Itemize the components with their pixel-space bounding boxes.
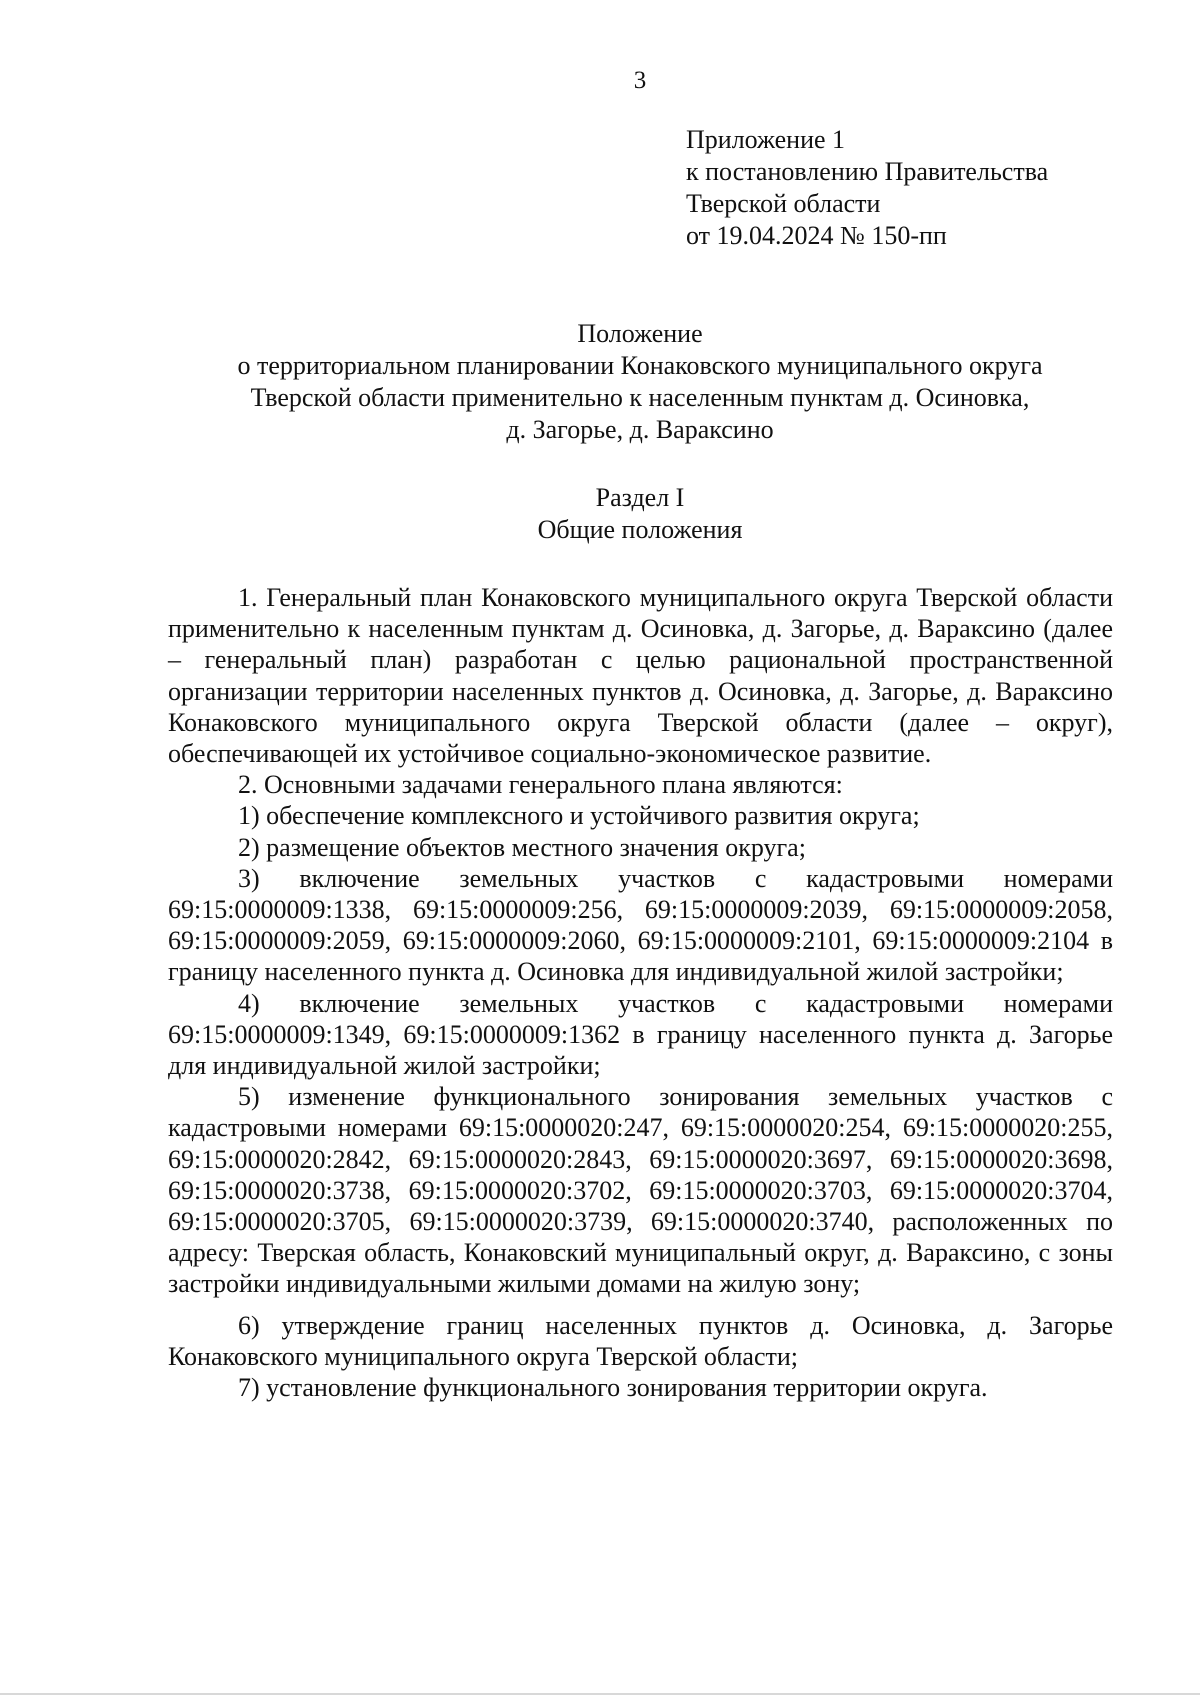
title-line: Положение <box>577 319 703 348</box>
paragraph: 2. Основными задачами генерального плана являются: <box>238 770 843 800</box>
title-line: д. Загорье, д. Вараксино <box>506 415 774 444</box>
appendix-line: Приложение 1 <box>686 125 846 154</box>
paragraph: 5) изменение функционального зонирования земельных участков с кадастровыми номерами 69:15:0000020:247, 69:15:0000020:254, 69:15:0000020:255, 69:15:0000020:2842, 69:15:0000020:2843, 69:15:0000020:3697, 69:15:0000020:3698, 69:15:0000020:3738, 69:15:0000020:3702, 69:15:0000020:3703, 69:15:0000020:3704, 69:15:0000020:3705, 69:15:0000020:3739, 69:15:0000020:3740, расположенных по адресу: Тверская область, Конаковский муниципальный округ, д. Вараксино, с зоны застройки индивидуальными жилыми домами на жилую зону; <box>168 1082 1113 1299</box>
section-number: Раздел I <box>595 483 685 512</box>
paragraph: 1) обеспечение комплексного и устойчивого развития округа; <box>238 801 920 831</box>
paragraph: 3) включение земельных участков с кадастровыми номерами 69:15:0000009:1338, 69:15:0000009:256, 69:15:0000009:2039, 69:15:0000009:2058, 69:15:0000009:2059, 69:15:0000009:2060, 69:15:0000009:2101, 69:15:0000009:2104 в границу населенного пункта д. Осиновка для индивидуальной жилой застройки; <box>168 863 1113 987</box>
appendix-line: Тверской области <box>686 189 881 218</box>
title-line: Тверской области применительно к населенным пунктам д. Осиновка, <box>250 383 1030 412</box>
appendix-line: от 19.04.2024 № 150-пп <box>686 221 947 250</box>
body-text <box>168 582 1113 1403</box>
section-heading <box>140 482 1140 546</box>
paragraph: 4) включение земельных участков с кадастровыми номерами 69:15:0000009:1349, 69:15:0000009:1362 в границу населенного пункта д. Загорье для индивидуальной жилой застройки; <box>168 988 1113 1081</box>
appendix-line: к постановлению Правительства <box>686 157 1049 186</box>
paragraph: 2) размещение объектов местного значения округа; <box>238 832 806 862</box>
document-title <box>140 318 1140 446</box>
paragraph: 6) утверждение границ населенных пунктов д. Осиновка, д. Загорье Конаковского муниципального округа Тверской области; <box>168 1310 1113 1371</box>
section-name: Общие положения <box>537 515 743 544</box>
page-number: 3 <box>633 67 647 94</box>
paragraph: 7) установление функционального зонирования территории округа. <box>238 1373 988 1403</box>
paragraph: 1. Генеральный план Конаковского муниципального округа Тверской области применительно к населенным пунктам д. Осиновка, д. Загорье, д. Вараксино (далее – генеральный план) разработан с целью рациональной пространственной организации территории населенных пунктов д. Осиновка, д. Загорье, д. Вараксино Конаковского муниципального округа Тверской области (далее – округ), обеспечивающей их устойчивое социально-экономическое развитие. <box>168 583 1113 769</box>
title-line: о территориальном планировании Конаковского муниципального округа <box>237 351 1043 380</box>
appendix-block <box>686 124 1166 252</box>
bottom-scan-edge <box>0 1693 1200 1695</box>
